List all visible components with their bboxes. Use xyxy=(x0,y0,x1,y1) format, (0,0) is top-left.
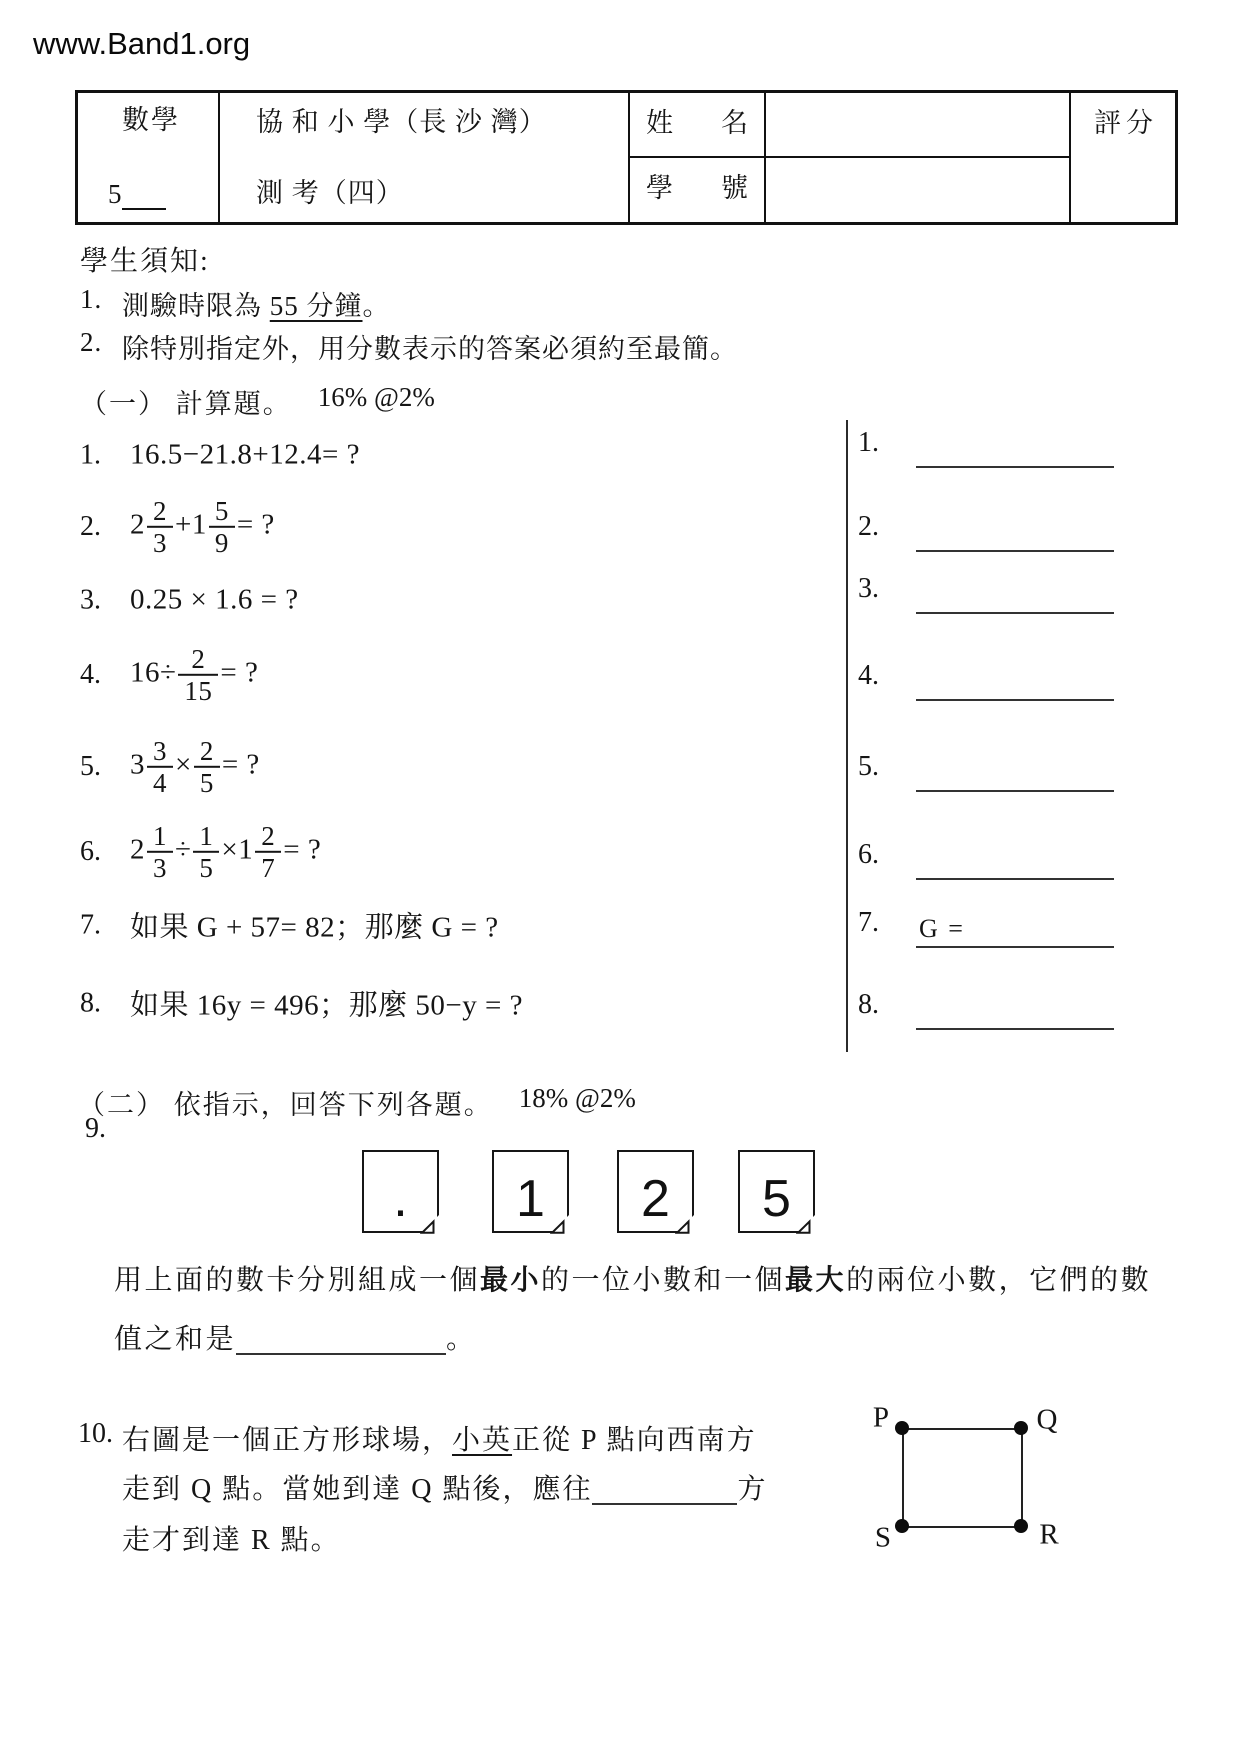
answer-row-2: 2. xyxy=(858,500,1114,552)
answer-blank-5[interactable] xyxy=(916,738,1114,792)
card-fold-icon xyxy=(420,1214,440,1234)
question-6: 6. 2 $\frac{1}{3}$ ÷ $\frac{1}{5}$ ×1 $\frac{2}{7}$ = ? xyxy=(80,820,322,883)
corner-dot-r xyxy=(1014,1519,1028,1533)
answer-row-4: 4. xyxy=(858,649,1114,701)
question-10-line-2: 走到 Q 點。當她到達 Q 點後，應往 方 xyxy=(122,1474,768,1505)
number-card-dot: . xyxy=(362,1150,439,1233)
answer-row-6: 6. xyxy=(858,828,1114,880)
question-7: 7. 如果 G + 57= 82；那麼 G = ? xyxy=(80,909,499,944)
section-2-marks: 18% @2% xyxy=(518,1083,636,1113)
subject-cell xyxy=(78,93,220,222)
question-9-number: 9. xyxy=(85,1113,106,1144)
question-3: 3. 0.25 × 1.6 = ? xyxy=(80,583,299,616)
answer-row-8: 8. xyxy=(858,978,1114,1030)
name-label: 姓 名 xyxy=(630,93,766,158)
fill-in-blank[interactable] xyxy=(236,1323,446,1355)
school-cell xyxy=(220,93,630,222)
number-card-1: 1 xyxy=(492,1150,569,1233)
question-9-text-line-2: 值之和是 。 xyxy=(114,1324,477,1355)
student-no-input-cell[interactable] xyxy=(766,158,1071,223)
answer-blank-6[interactable] xyxy=(916,826,1114,880)
student-no-label: 學 號 xyxy=(630,158,766,223)
notice-title: 學生須知: xyxy=(80,246,210,277)
section-2-heading: （二） 依指示，回答下列各題。 18% @2% xyxy=(78,1083,636,1120)
section-1-marks: 16% @2% xyxy=(317,382,435,412)
card-fold-icon xyxy=(796,1214,816,1234)
corner-dot-p xyxy=(895,1421,909,1435)
question-10-line-1: 10. 右圖是一個正方形球場，小英正從 P 點向西南方 xyxy=(78,1418,757,1456)
question-8: 8. 如果 16y = 496；那麼 50−y = ? xyxy=(80,987,523,1022)
question-1: 1. 16.5−21.8+12.4= ? xyxy=(80,438,360,471)
question-2: 2. 2 $\frac{2}{3}$ +1 $\frac{5}{9}$ = ? xyxy=(80,495,275,558)
question-4: 4. 16÷ $\frac{2}{15}$ = ? xyxy=(80,643,259,706)
question-10-line-3: 走才到達 R 點。 xyxy=(122,1525,341,1556)
answer-blank-3[interactable] xyxy=(916,560,1114,614)
answer-column-divider xyxy=(846,420,848,1052)
corner-dot-q xyxy=(1014,1421,1028,1435)
answer-blank-1[interactable] xyxy=(916,414,1114,468)
notice-item-2: 2. 除特別指定外，用分數表示的答案必須約至最簡。 xyxy=(80,327,738,364)
class-prefix: 5 xyxy=(108,179,122,209)
notice-item-1: 1. 測驗時限為 55 分鐘。 xyxy=(80,284,391,321)
answer-blank-7[interactable]: G = xyxy=(916,894,1114,948)
name-input-cell[interactable] xyxy=(766,93,1071,158)
point-label-p: P xyxy=(872,1401,890,1434)
header-table xyxy=(75,90,1178,225)
corner-dot-s xyxy=(895,1519,909,1533)
answer-blank-8[interactable] xyxy=(916,976,1114,1030)
answer-blank-4[interactable] xyxy=(916,647,1114,701)
point-label-s: S xyxy=(874,1521,892,1554)
subject-label: 數學 xyxy=(122,105,180,135)
court-square xyxy=(902,1428,1023,1528)
answer-row-7: 7. G = xyxy=(858,896,1114,948)
card-fold-icon xyxy=(675,1214,695,1234)
question-9-text-line-1: 用上面的數卡分別組成一個最小的一位小數和一個最大的兩位小數，它們的數 xyxy=(114,1265,1152,1296)
court-diagram xyxy=(855,1398,1095,1568)
school-name: 協 和 小 學（長 沙 灣） xyxy=(256,107,547,137)
point-label-q: Q xyxy=(1036,1403,1058,1436)
number-card-5: 5 xyxy=(738,1150,815,1233)
answer-blank-2[interactable] xyxy=(916,498,1114,552)
class-line xyxy=(108,179,218,210)
question-5: 5. 3 $\frac{3}{4}$ × $\frac{2}{5}$ = ? xyxy=(80,735,260,798)
fill-in-blank[interactable] xyxy=(592,1473,737,1505)
answer-row-5: 5. xyxy=(858,740,1114,792)
answer-row-3: 3. xyxy=(858,562,1114,614)
section-1-heading: （一） 計算題。 16% @2% xyxy=(80,382,435,419)
exam-title: 測 考（四） xyxy=(256,178,404,208)
answer-row-1: 1. xyxy=(858,416,1114,468)
site-url: www.Band1.org xyxy=(33,26,251,61)
number-card-2: 2 xyxy=(617,1150,694,1233)
score-label: 評分 xyxy=(1094,108,1158,138)
point-label-r: R xyxy=(1039,1518,1059,1551)
question-10-number: 10. xyxy=(78,1418,113,1449)
card-fold-icon xyxy=(550,1214,570,1234)
class-number-blank[interactable] xyxy=(122,182,166,210)
